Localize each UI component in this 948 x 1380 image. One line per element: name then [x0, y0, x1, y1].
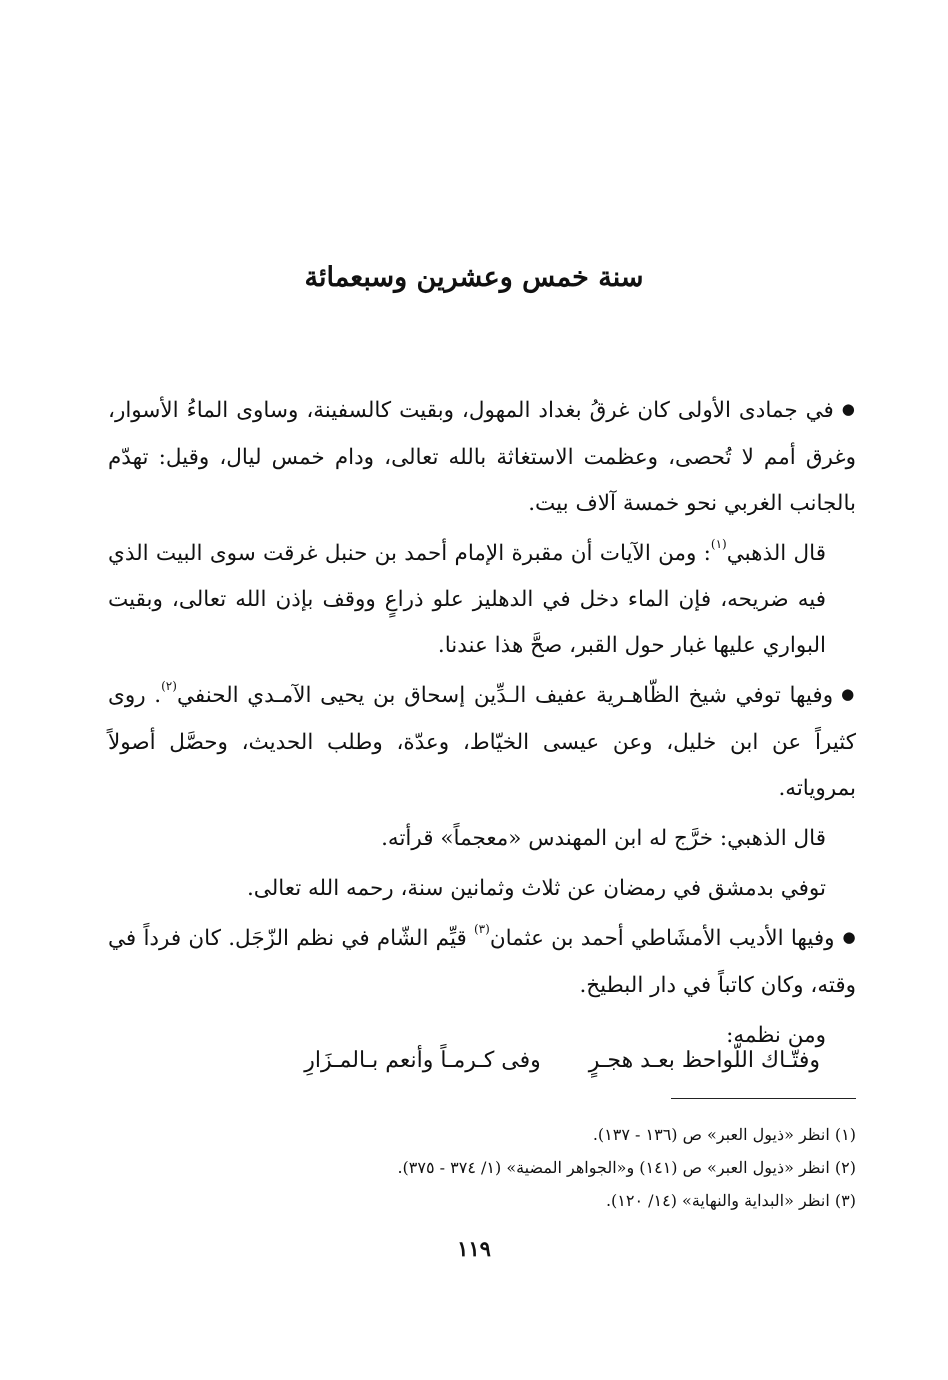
footnote-divider: [671, 1098, 856, 1099]
main-text: [108, 388, 856, 1063]
bullet-icon: ●: [841, 685, 856, 703]
footnote-ref-3: (٣): [473, 921, 490, 936]
poem-verse: [120, 1048, 820, 1073]
paragraph-obituary-amshati: ●وفيها الأديب الأمشَاطي أحمد بن عثمان$^{(٣)}$ قيِّم الشّام في نظم الزّجَل. كان فرداً في وقته، وكان كاتباً في دار البطيخ.: [108, 921, 856, 998]
footnote-ref-1: (١): [710, 536, 727, 551]
section-heading: سنة خمس وعشرين وسبعمائة: [304, 262, 644, 293]
paragraph-poem-intro: ومن نظمه:: [726, 1023, 826, 1048]
footnote-3: (٣) انظر «البداية والنهاية» (١٤/ ١٢٠).: [605, 1191, 856, 1210]
paragraph-dhahabi-note: قال الذهبي: خرَّج له ابن المهندس «معجماً» قرأته.: [381, 826, 826, 851]
paragraph-obituary-amidi: ●وفيها توفي شيخ الظّاهـرية عفيف الـدِّين إسحاق بن يحيى الآمـدي الحنفي$^{(٢)}$. روى كثيراً عن ابن خليل، وعن عيسى الخيّاط، وعدّة، وطلب الحديث، وحصَّل أصولاً بمروياته.: [108, 678, 856, 801]
paragraph-flood-text: في جمادى الأولى كان غرقُ بغداد المهول، وبقيت كالسفينة، وساوى الماءُ الأسوار، وغرق أمم لا تُحصى، وعظمت الاستغاثة بالله تعالى، ودام خمس ليال، وقيل: تهدّم بالجانب الغربي نحو خمسة آلاف بيت.: [108, 398, 856, 516]
verse-first-hemistich: وفتّـاك اللّواحظ بعـد هجـرٍ: [588, 1048, 820, 1073]
page-number: ١١٩: [457, 1236, 491, 1261]
paragraph-flood: [108, 388, 856, 527]
footnote-2: (٢) انظر «ذيول العبر» ص (١٤١) و«الجواهر المضية» (١/ ٣٧٤ - ٣٧٥).: [397, 1158, 856, 1177]
bullet-icon: ●: [841, 400, 857, 418]
footnote-ref-2: (٢): [161, 678, 177, 693]
paragraph-dhahabi-quote: قال الذهبي$^{(١)}$: ومن الآيات أن مقبرة الإمام أحمد بن حنبل غرقت سوى البيت الذي فيه ضريحه، فإن الماء دخل في الدهليز علو ذراعٍ ووقف بإذن الله تعالى، وبقيت البواري عليها غبار حول القبر، صحَّ هذا عندنا.: [108, 536, 826, 658]
bullet-icon: ●: [842, 928, 856, 946]
footnotes: [92, 1118, 856, 1217]
verse-second-hemistich: وفى كـرمـاً وأنعم بـالمـزَارِ: [304, 1048, 541, 1073]
footnote-1: (١) انظر «ذيول العبر» ص (١٣٦ - ١٣٧).: [592, 1125, 856, 1144]
paragraph-death-note: توفي بدمشق في رمضان عن ثلاث وثمانين سنة، رحمه الله تعالى.: [246, 876, 826, 901]
